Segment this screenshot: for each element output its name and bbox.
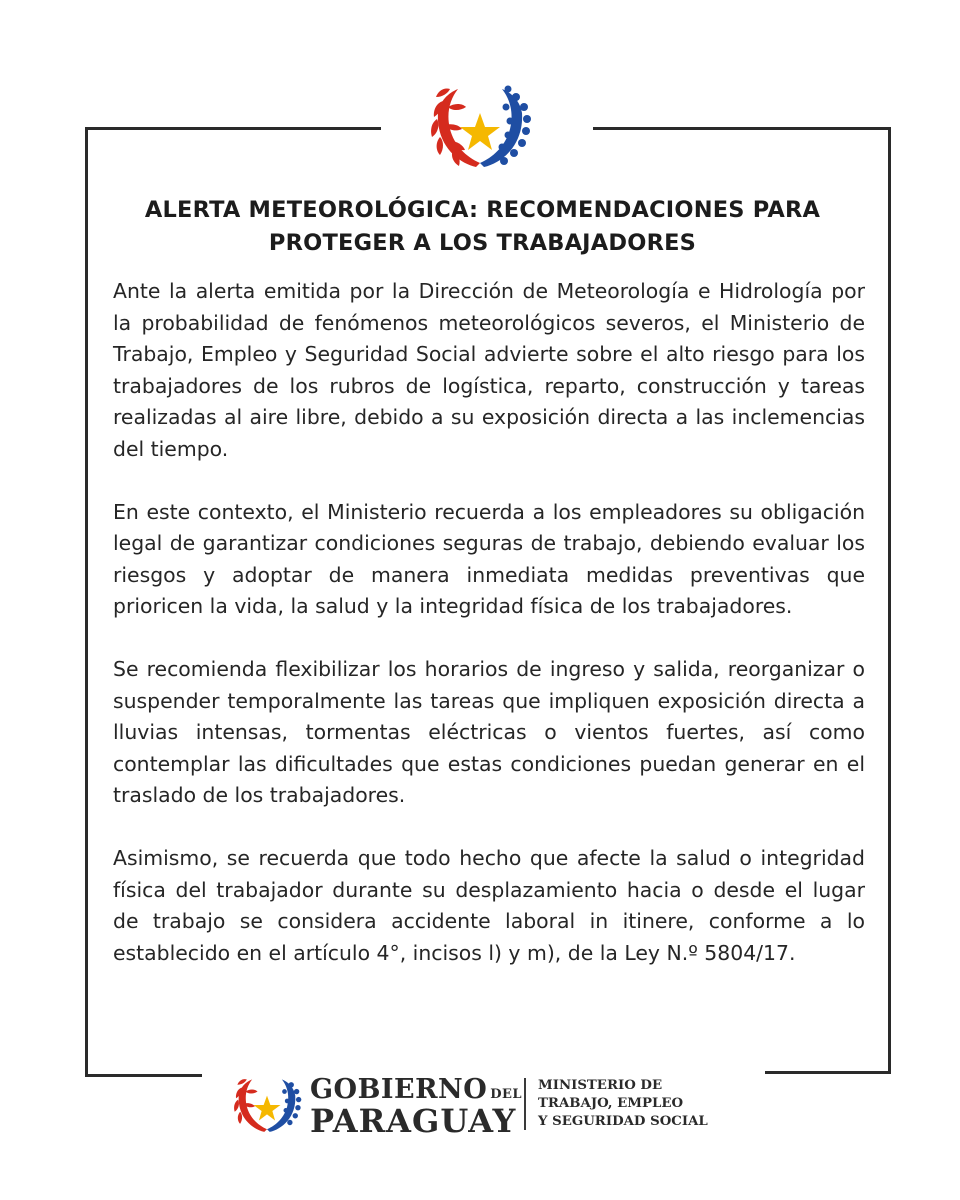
frame-left [85,127,88,1077]
ministry-line-1: MINISTERIO DE [538,1078,663,1093]
paragraph-2: En este contexto, el Ministerio recuerda a los empleadores su obligación legal de garantizar condiciones seguras de trabajo, debiendo evaluar los riesgos y adoptar de manera inmediata medidas preventivas que prioricen la vida, la salud y la integridad física de los trabajadores. [113,499,865,618]
announcement-body [113,276,865,969]
del-text: DEL [490,1087,523,1102]
frame-bottom-right [765,1071,891,1074]
paragraph-1: Ante la alerta emitida por la Dirección de Meteorología e Hidrología por la probabilidad de fenómenos meteorológicos severos, el Ministerio de Trabajo, Empleo y Seguridad Social advierte sobre el alto riesgo para los trabajadores de los rubros de logística, reparto, construcción y tareas realizadas al aire libre, debido a su exposición directa a las inclemencias del tiempo. [113,279,865,461]
frame-right [888,127,891,1074]
gobierno-emblem-icon [232,1074,302,1136]
paragraph-3: Se recomienda flexibilizar los horarios de ingreso y salida, reorganizar o suspender temporalmente las tareas que impliquen exposición directa a lluvias intensas, tormentas eléctricas o vientos fuertes, así como contemplar las dificultades que estas condiciones puedan generar en el traslado de los trabajadores. [113,657,865,807]
title-line-2: PROTEGER A LOS TRABAJADORES [268,230,697,256]
paragraph-4: Asimismo, se recuerda que todo hecho que afecte la salud o integridad física del trabajador durante su desplazamiento hacia o desde el lugar de trabajo se considera accidente laboral in itinere, conforme a lo establecido en el artículo 4°, incisos l) y m), de la Ley N.º 5804/17. [113,846,865,965]
footer-divider [524,1078,526,1130]
ministry-name [538,1077,753,1131]
ministry-line-3: Y SEGURIDAD SOCIAL [538,1114,708,1129]
frame-bottom-left [85,1074,202,1077]
title-line-1: ALERTA METEOROLÓGICA: RECOMENDACIONES PARA [144,197,821,223]
paraguay-text: PARAGUAY [310,1102,517,1140]
ministry-line-2: TRABAJO, EMPLEO [538,1096,684,1111]
gobierno-wordmark [310,1074,523,1140]
frame-top-right [593,127,891,130]
announcement-title [110,194,855,260]
frame-top-left [85,127,381,130]
gobierno-text: GOBIERNO [310,1074,488,1105]
paraguay-emblem-icon [428,83,532,171]
